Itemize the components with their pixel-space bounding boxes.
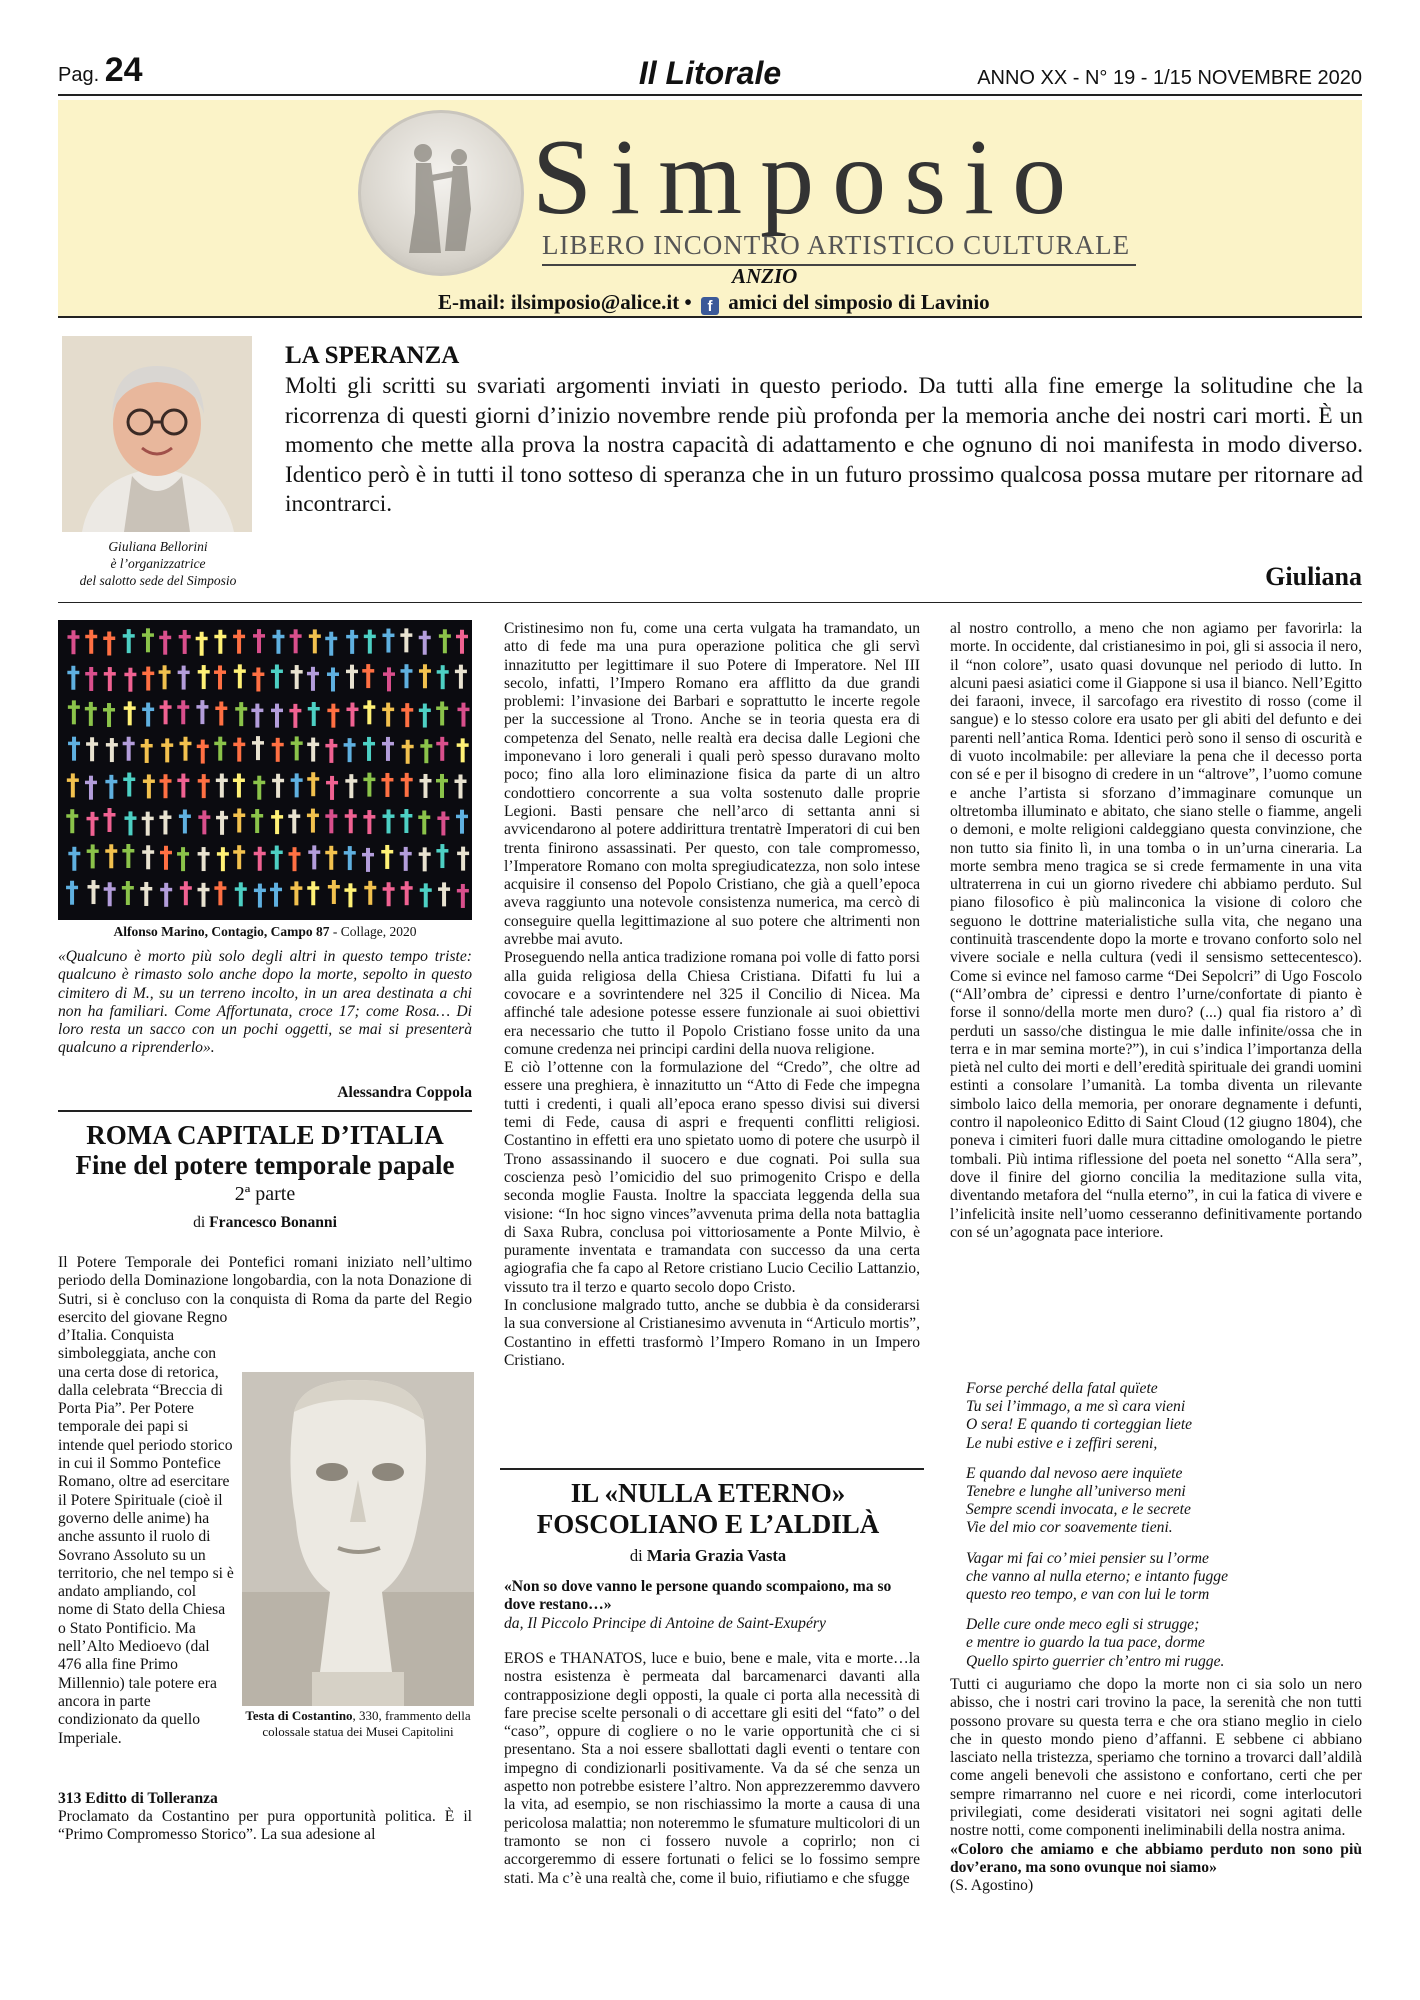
article-byline: di Maria Grazia Vasta <box>629 1546 787 1565</box>
collage-cross <box>143 774 155 798</box>
collage-cross <box>307 738 319 762</box>
collage-cross <box>251 809 263 833</box>
collage-cross <box>233 808 245 832</box>
collage-cross <box>456 630 468 654</box>
collage-cross <box>419 664 431 688</box>
collage-cross <box>382 737 394 761</box>
collage-cross <box>214 881 226 905</box>
article-byline: di Francesco Bonanni <box>193 1214 337 1231</box>
collage-cross <box>233 774 245 798</box>
collage-cross <box>253 629 265 653</box>
newspaper-name: Il Litorale <box>638 55 782 91</box>
collage-cross <box>179 630 191 654</box>
page-number: Pag. 24 <box>58 51 143 89</box>
collage-cross <box>383 667 395 691</box>
collage-cross <box>401 881 413 905</box>
collage-cross <box>272 738 284 762</box>
collage-cross <box>177 774 189 798</box>
collage-cross <box>437 665 449 689</box>
collage-cross <box>381 845 393 869</box>
closing-source: (S. Agostino) <box>950 1877 1034 1895</box>
section-divider <box>58 602 1362 603</box>
article-paragraph: EROS e THANATOS, luce e buio, bene e male, vita e morte…la nostra esistenza è permeata dal barcamenarci davanti alla contrapposizione degli opposti, la quale ci porta alla necessità di fare precise scelte personali o di accettare gli esiti del “fato” o del “caso”, oppure di cogliere o no le varie opportunità che ci si presentano. Sta a noi essere sballottati dagli eventi o tentare con impegno di condizionarli positivamente. Va da sé che senza un aspetto non potrebbe esistere l’altro. Non apprezzeremmo davvero la vita, ad esempio, se non rischiassimo la morte a causa di una pericolosa malattia; non noteremmo le sfumature multicolori di un tramonto se non ci fossero nuvole a coprirlo; non ci accorgeremmo di essere fortunati o felici se lo fossimo sempre stati. Ma c’è una realtà che, come il buio, rifiutiamo e che sfugge <box>504 1650 920 1887</box>
collage-cross <box>160 700 172 724</box>
collage-cross <box>309 629 321 653</box>
collage-cross <box>362 664 374 688</box>
collage-cross <box>402 740 414 764</box>
collage-cross <box>161 738 173 762</box>
collage-cross <box>436 737 448 761</box>
collage-cross <box>103 632 115 656</box>
collage-cross <box>327 667 339 691</box>
location-label: ANZIO <box>732 264 798 288</box>
greek-vase-logo-icon <box>358 110 524 276</box>
collage-cross <box>197 883 209 907</box>
collage-cross <box>177 847 189 871</box>
collage-cross <box>308 845 320 869</box>
collage-cross <box>346 665 358 689</box>
article-paragraph-narrow: d’Italia. Conquista simboleggiata, anche con una certa dose di retorica, dalla celebrata “Breccia di Porta Pia”. Per Potere temporale dei papi si intende quel periodo storico in cui il Sommo Pontefice Romano, oltre ad esercitare il Potere Spirituale (cioè il governo delle anime) ha anche assunto il ruolo di Sovrano Assoluto su un territorio, che nel tempo si è andato ampliando, col nome di Stato della Chiesa o Stato Pontificio. Ma nell’Alto Medioevo (dal 476 alla fine Primo Millennio) tale potere era ancora in parte condizionato da quello Imperiale. <box>58 1327 234 1747</box>
collage-cross <box>66 881 78 905</box>
collage-cross <box>456 810 468 834</box>
poem-stanza: E quando dal nevoso aere inquïete Tenebre e lunghe all’universo meni Sempre scendi invocata, e le secrete Vie del mio cor soavemente tieni. <box>966 1464 1191 1537</box>
masthead-rule <box>542 264 1136 266</box>
collage-cross <box>198 847 210 871</box>
collage-cross <box>68 737 80 761</box>
facebook-icon: f <box>701 297 719 315</box>
collage-cross <box>439 629 451 653</box>
collage-cross <box>198 810 210 834</box>
collage-cross <box>68 847 80 871</box>
collage-cross <box>436 844 448 868</box>
collage-cross <box>438 882 450 906</box>
collage-cross <box>455 665 467 689</box>
collage-cross <box>344 846 356 870</box>
collage-cross <box>179 809 191 833</box>
collage-cross <box>124 811 136 835</box>
collage-cross <box>124 701 136 725</box>
collage-cross <box>234 664 246 688</box>
collage-cross <box>142 667 154 691</box>
collage-cross <box>67 773 79 797</box>
collage-cross <box>196 700 208 724</box>
collage-cross <box>180 881 192 905</box>
collage-cross <box>400 664 412 688</box>
collage-cross <box>271 704 283 728</box>
collage-caption: Alfonso Marino, Contagio, Campo 87 - Collage, 2020 <box>113 924 417 939</box>
collage-cross <box>382 629 394 653</box>
collage-cross <box>437 811 449 835</box>
collage-cross <box>160 846 172 870</box>
collage-cross <box>400 809 412 833</box>
collage-cross <box>123 773 135 797</box>
portrait-caption: Giuliana Bellorini è l’organizzatrice del salotto sede del Simposio <box>79 539 237 588</box>
collage-cross <box>214 630 226 654</box>
collage-cross <box>141 739 153 763</box>
collage-cross <box>159 665 171 689</box>
collage-cross <box>420 883 432 907</box>
article-part: 2ª parte <box>234 1183 296 1205</box>
closing-quote: «Coloro che amiamo e che abbiamo perduto non sono più dov’erano, ma sono ovunque noi siamo» <box>950 1840 1362 1876</box>
collage-cross <box>328 880 340 904</box>
collage-cross <box>419 631 431 655</box>
collage-cross <box>215 702 227 726</box>
collage-cross <box>325 846 337 870</box>
collage-cross <box>159 631 171 655</box>
collage-cross <box>344 883 356 907</box>
collage-cross <box>291 773 303 797</box>
collage-cross <box>87 812 99 836</box>
collage-cross <box>363 773 375 797</box>
collage-cross <box>271 810 283 834</box>
collage-cross <box>67 666 79 690</box>
collage-cross <box>289 704 301 728</box>
collage-cross <box>401 773 413 797</box>
collage-cross <box>381 773 393 797</box>
collage-cross <box>308 702 320 726</box>
author-portrait <box>62 336 252 532</box>
facebook-group-text[interactable]: amici del simposio di Lavinio <box>728 290 990 314</box>
collage-cross <box>457 847 469 871</box>
collage-cross <box>85 667 97 691</box>
poem-stanza: Forse perché della fatal quïete Tu sei l’immago, a me sì cara vieni O sera! E quando ti corteggian liete Le nubi estive e i zeffiri sereni, <box>966 1380 1193 1452</box>
collage-cross <box>252 667 264 691</box>
article-title: ROMA CAPITALE D’ITALIA Fine del potere temporale papale <box>75 1120 455 1180</box>
editorial-title: LA SPERANZA <box>285 342 460 369</box>
collage-cross <box>177 700 189 724</box>
article-epigraph: «Non so dove vanno le persone quando scompaiono, ma so dove restano…» da, Il Piccolo Principe di Antoine de Saint-Exupéry <box>504 1578 892 1632</box>
collage-cross <box>419 847 431 871</box>
collage-cross <box>179 737 191 761</box>
collage-cross <box>270 883 282 907</box>
collage-cross <box>233 845 245 869</box>
collage-cross <box>105 844 117 868</box>
collage-cross <box>382 703 394 727</box>
collage-cross <box>160 883 172 907</box>
collage-cross <box>122 881 134 905</box>
collage-cross <box>254 847 266 871</box>
collage-cross <box>325 809 337 833</box>
collage-cross <box>346 703 358 727</box>
collage-cross <box>123 737 135 761</box>
collage-cross <box>122 844 134 868</box>
poem-alla-sera <box>966 1380 1356 1683</box>
collage-cross <box>67 630 79 654</box>
article-column-3: al nostro controllo, a meno che non agiamo per favorirla: la morte. In occidente, dal cristianesimo in poi, gli si associa il nero, il “non colore”, usato quasi dovunque nel periodo di lutto. In alcuni paesi asiatici come il Giappone si usa il bianco. Nell’Egitto dei faraoni, invece, il sarcofago era rivestito di rosso (come il sangue) e lo stesso colore era usato per gli abiti del defunto e dei parenti nell’antica Roma. Identici però sono il senso di oscurità e di vuoto incolmabile: per alleviare la pena che il decesso porta con sé e per il bisogno di credere in un “altrove”, l’uomo comune e anche l’artista si sforzano d’immaginare comunque un oltretomba illuminato e abitato, che siano stelle o fiamme, angeli o demoni, e molte religioni caldeggiano questa convinzione, che non tutto sia finito lì, in una tomba o in un’urna cineraria. La morte sembra meno tragica se si crede fermamente in una vita ultraterrena in cui un giorno rivedere chi abbiamo perduto. Sul piano filosofico è più malinconica la visione di coloro che seguono le dottrine materialistiche sulla vita, che negano una continuità trascendente dopo la morte e trovano conforto solo nel vivere sociale e nella cultura (vedi il sensismo settecentesco). Come si evince nel famoso carme “Dei Sepolcri” di Ugo Foscolo (“All’ombra de’ cipressi e dentro l’urne/confortate di pianto è forse il sonno/della morte men duro? (...) qual fia ristoro a’ dì perduti un sasso/che distingua le mie dalle infinite/ossa che in terra e in mar semina morte?”), in cui s’indica l’importanza della pietà nel culto dei morti e dell’eredità spirituale dei grandi uomini estinti a consolare l’umanità. La tomba diventa un rilevante simbolo laico della memoria, per onorare degnamente i defunti, contro il napoleonico Editto di Saint Cloud (12 giugno 1804), che poneva i cimiteri fuori dalle mura cittadine omologando le pietre tombali. Più intima riflessione del poeta nel sonetto “Alla sera”, dove il finire del giorno concilia la meditazione sulla vita, diventando metafora del “nulla eterno”, in cui la fatica di vivere e l’infelicità insite nell’uomo cesseranno definitivamente portando con sé un’agognata pace interiore. <box>950 620 1362 1241</box>
collage-cross <box>142 703 154 727</box>
collage-cross <box>233 738 245 762</box>
collage-cross <box>233 630 245 654</box>
collage-cross <box>364 881 376 905</box>
collage-cross <box>68 700 80 724</box>
collage-cross <box>291 665 303 689</box>
collage-cross <box>198 665 210 689</box>
collage-cross <box>272 630 284 654</box>
collage-cross <box>251 704 263 728</box>
collage-cross <box>455 774 467 798</box>
collage-cross <box>254 884 266 908</box>
collage-cross <box>345 774 357 798</box>
contact-line <box>438 290 990 315</box>
editorial-body: Molti gli scritti su svariati argomenti inviati in questo periodo. Da tutti alla fine emerge la solitudine che la ricorrenza di questi giorni d’inizio novembre rende più profonda per la memoria anche dei nostri cari morti. È un momento che mette alla prova la nostra capacità di adattamento e che ognuno di noi manifesta in modo diverso. Identico però è in tutti il tono sotteso di speranza che in un futuro prossimo qualcosa possa mutare per ritornare ad incontrarci. <box>285 373 1363 517</box>
collage-cross <box>400 628 412 652</box>
collage-cross <box>159 810 171 834</box>
collage-cross <box>85 630 97 654</box>
collage-cross <box>290 629 302 653</box>
collage-cross <box>271 846 283 870</box>
simposio-masthead <box>58 100 1362 318</box>
collage-cross <box>307 667 319 691</box>
collage-cross <box>326 776 338 800</box>
poem-stanza: Vagar mi fai co’ miei pensier su l’orme che vanno al nulla eterno; e intanto fugge questo reo tempo, e van con lui le torm <box>966 1549 1229 1604</box>
collage-cross <box>436 774 448 798</box>
collage-cross <box>288 809 300 833</box>
collage-cross <box>142 628 154 652</box>
collage-cross <box>325 739 337 763</box>
collage-cross <box>457 703 469 727</box>
collage-cross <box>346 630 358 654</box>
collage-cross <box>327 704 339 728</box>
article-title: IL «NULLA ETERNO» FOSCOLIANO E L’ALDILÀ <box>536 1478 880 1539</box>
collage-cross <box>418 810 430 834</box>
collage-cross <box>235 882 247 906</box>
issue-info: ANNO XX - N° 19 - 1/15 NOVEMBRE 2020 <box>977 67 1362 89</box>
collage-cross <box>457 738 469 762</box>
editorial-signature: Giuliana <box>1265 562 1362 591</box>
article-paragraph: Il Potere Temporale dei Pontefici romani iniziato nell’ultimo periodo della Dominazione longobardia, con la nota Donazione di Sutri, si è concluso con la conquista di Roma da parte del Regio esercito del giovane Regno <box>58 1254 472 1326</box>
collage-cross <box>363 810 375 834</box>
article-column-2: Cristinesimo non fu, come una certa vulgata ha tramandato, un atto di fede ma una pura operazione politica che gli servì innazitutto per legittimare il suo Potere di Imperatore. Nel III secolo, infatti, l’Impero Romano era afflitto da due grandi problemi: l’invasione dei Barbari e soprattutto le incerte regole per la successione al Trono. Anche se in teoria questa era di competenza del Senato, nelle realtà era decisa dalle Legioni che imponevano i loro generali i quali però spesso duravano molto poco; fino alla loro eliminazione fisica da parte di un altro condottiero concorrente a sua volta sostenuto dalle proprie Legioni. Basti pensare che nell’arco di settanta anni si avvicendarono al potere addirittura trentatrè Imperatori di cui ben trenta finirono assassinati. Per questo, con tale compromesso, l’Imperatore Romano con molta spregiudicatezza, non solo intese acquisire il consenso del Popolo Cristiano, che già a quell’epoca aveva raggiunto una notevole consistenza numerica, ma cercò di conseguire quella legittimazione al suo potere che altrimenti non avrebbe mai avuto. Proseguendo nella antica tradizione romana poi volle di fatto porsi alla guida religiosa della Chiesa Cristiana. Difatti fu lui a covocare e a sovrintendere nel 325 il Concilio di Nicea. Ma affinché tale adesione potesse essere funzionale ai suoi obiettivi era necessario che tutto il Popolo Cristiano fosse unito da una comune credenza nei principi cardini della nuova religione. E ciò l’ottenne con la formulazione del “Credo”, che oltre ad essere una preghiera, è innazitutto un “Atto di Fede che impegna tutti i credenti, i quali all’epoca erano spesso divisi sui diversi temi di Fede, causa di aspri e frequenti conflitti religiosi. Costantino in effetti era uno spietato uomo di potere che usurpò il Trono assassinando il suocero e due cognati. Poi sulla sua coscienza pesò l’omicidio del suo primogenito Crispo e della seconda moglie Fausta. Inoltre la spacciata leggenda della sua visione: “In hoc signo vinces”avvenuta prima della nota battaglia di Saxa Rubra, conclusa poi vittoriosamente a Ponte Milvio, è puramente inventata e tramandata con successo da una certa agiografia che fa capo al Retore cristiano Lucio Cecilio Lattanzio, vissuto tra il terzo e quarto secolo dopo Cristo. In conclusione malgrado tutto, anche se dubbia è da considerarsi la sua conversione al Cristianesimo avvenuta in “Articulo mortis”, Costantino in effetti trasformò l’Impero Romano in un Impero Cristiano. <box>504 620 920 1369</box>
collage-cross <box>436 701 448 725</box>
collage-cross <box>420 739 432 763</box>
collage-cross <box>160 774 172 798</box>
collage-cross <box>363 737 375 761</box>
article-paragraph: Tutti ci auguriamo che dopo la morte non ci sia solo un nero abisso, che i nostri cari trovino la pace, la serenità che non tutti possono provare su questa terra e che ora stiano meglio in cielo che in questo mondo pieno d’affanni. E sebbene ci abbiano lasciato nella tristezza, speriamo che tornino a trovarci dall’aldilà come angeli benevoli che assistono e confortano, certi che per sempre rimarranno nel cuore e nei ricordi, come interlocutori privilegiati, come desiderati visitatori nei sogni agitati delle nostre notti, come componenti ineliminabili della nostra anima. «Coloro che amiamo e che abbiamo perduto non sono più dov’erano, ma sono ovunque noi siamo» (S. Agostino) <box>950 1676 1362 1895</box>
collage-cross <box>400 847 412 871</box>
collage-cross <box>307 772 319 796</box>
collage-cross <box>290 881 302 905</box>
collage-cross <box>197 740 209 764</box>
collage-cross <box>124 668 136 692</box>
quote-author: Alessandra Coppola <box>337 1084 472 1101</box>
collage-cross <box>87 880 99 904</box>
email-text[interactable]: E-mail: ilsimposio@alice.it • <box>438 290 692 314</box>
collage-quote: «Qualcuno è morto più solo degli altri in questo tempo triste: qualcuno è rimasto solo anche dopo la morte, sepolto in questo cimitero di M., su un terreno incolto, in un area destinata a chi non ha familiari. Come Affortunata, croce 17; come Rosa… Di loro resta un sacco con un pochi oggetti, se mai si presenterà qualcuno a riprenderlo». <box>58 948 472 1057</box>
collage-cross <box>104 808 116 832</box>
collage-cross <box>198 774 210 798</box>
collage-cross <box>383 882 395 906</box>
bust-caption: Testa di Costantino, 330, frammento della colossale statua dei Musei Capitolini <box>245 1708 471 1739</box>
collage-cross <box>383 809 395 833</box>
constantine-bust-image <box>242 1372 474 1706</box>
section-title: Simposio <box>532 118 1085 237</box>
collage-cross <box>66 809 78 833</box>
collage-image <box>58 620 472 920</box>
collage-cross <box>214 665 226 689</box>
column-divider <box>58 1110 472 1112</box>
collage-cross <box>104 667 116 691</box>
collage-cross <box>271 665 283 689</box>
collage-cross <box>307 881 319 905</box>
collage-cross <box>142 845 154 869</box>
collage-cross <box>217 847 229 871</box>
article-subhead: 313 Editto di Tolleranza <box>58 1790 218 1807</box>
collage-cross <box>178 666 190 690</box>
collage-cross <box>362 848 374 872</box>
collage-cross <box>196 632 208 656</box>
page-header <box>58 51 1362 96</box>
collage-cross <box>104 882 116 906</box>
collage-cross <box>105 775 117 799</box>
collage-cross <box>401 703 413 727</box>
collage-cross <box>103 703 115 727</box>
collage-cross <box>85 776 97 800</box>
collage-cross <box>419 704 431 728</box>
collage-cross <box>289 847 301 871</box>
collage-cross <box>345 809 357 833</box>
collage-cross <box>291 736 303 760</box>
collage-cross <box>307 809 319 833</box>
collage-cross <box>142 812 154 836</box>
collage-cross <box>457 884 469 908</box>
collage-cross <box>419 774 431 798</box>
collage-cross <box>123 629 135 653</box>
collage-cross <box>363 700 375 724</box>
collage-cross <box>252 736 264 760</box>
collage-cross <box>325 632 337 656</box>
collage-cross <box>86 737 98 761</box>
collage-cross <box>364 630 376 654</box>
collage-cross <box>106 738 118 762</box>
article-paragraph: Proclamato da Costantino per pura opportunità politica. È il “Primo Compromesso Storico”. La sua adesione al <box>58 1808 472 1844</box>
collage-cross <box>272 774 284 798</box>
poem-stanza: Delle cure onde meco egli si strugge; e mentre io guardo la tua pace, dorme Quello spirto guerrier ch’entro mi rugge. <box>966 1616 1225 1670</box>
collage-cross <box>235 702 247 726</box>
collage-cross <box>253 776 265 800</box>
collage-cross <box>85 702 97 726</box>
collage-cross <box>140 882 152 906</box>
column-divider <box>500 1468 924 1470</box>
collage-cross <box>216 811 228 835</box>
collage-cross <box>214 737 226 761</box>
collage-cross <box>344 738 356 762</box>
section-subtitle: LIBERO INCONTRO ARTISTICO CULTURALE <box>542 230 1131 260</box>
collage-cross <box>87 844 99 868</box>
collage-cross <box>216 774 228 798</box>
